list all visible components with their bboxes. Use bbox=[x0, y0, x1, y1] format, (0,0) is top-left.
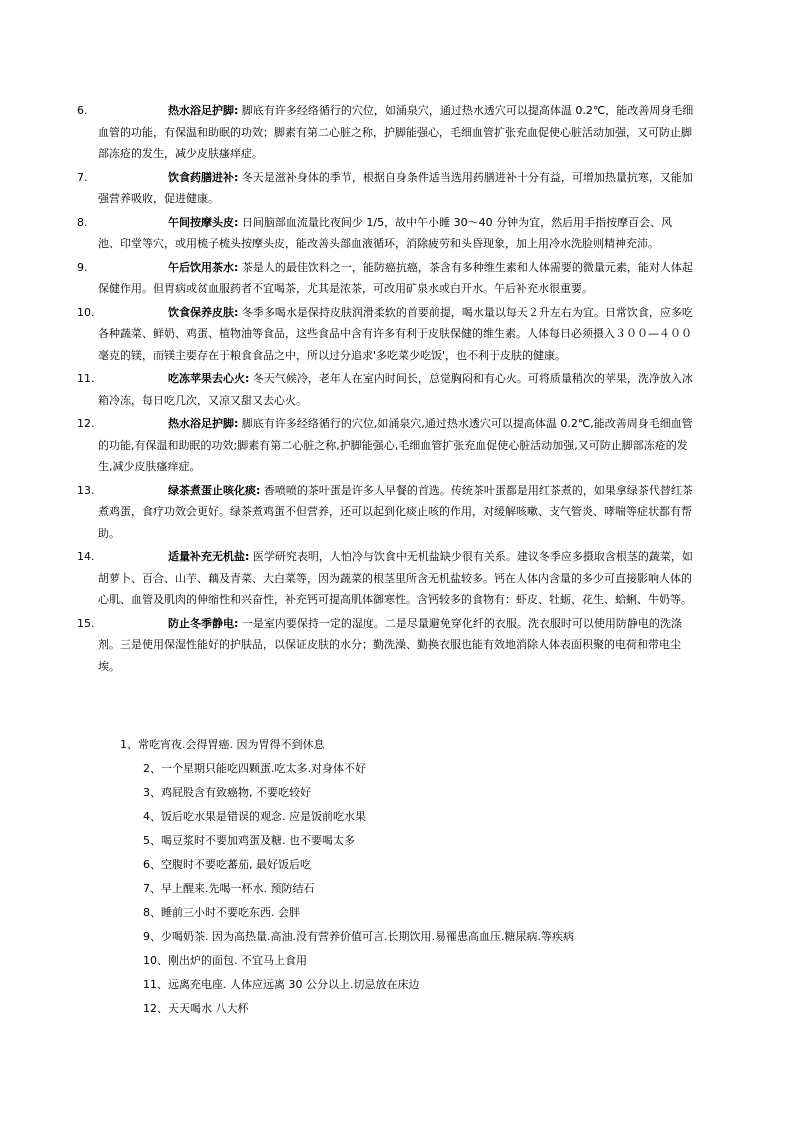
item-paragraph bbox=[98, 212, 694, 255]
item-paragraph bbox=[98, 167, 694, 210]
item-number: 7. bbox=[77, 170, 88, 184]
tip-line: 6、空腹时不要吃蕃茄, 最好饭后吃 bbox=[143, 858, 311, 871]
item-body: 一是室内要保持一定的湿度。二是尽量避免穿化纤的衣服。洗衣服时可以使用防静电的洗涤剂。三是使用保湿性能好的护肤品，以保证皮肤的水分；勤洗澡、勤换衣服也能有效地消除人体表面积聚的电荷和带电尘埃。 bbox=[98, 616, 682, 673]
item-title: 热水浴足护脚: bbox=[168, 417, 239, 430]
item-paragraph bbox=[98, 480, 694, 545]
item-number: 14. bbox=[77, 550, 95, 563]
tip-line: 9、少喝奶茶. 因为高热量.高油.没有营养价值可言.长期饮用.易罹患高血压.糖尿病.等疾病 bbox=[143, 930, 574, 943]
tip-line: 1、常吃宵夜.会得胃癌. 因为胃得不到休息 bbox=[120, 738, 325, 751]
item-number: 8. bbox=[77, 215, 88, 229]
item-number: 13. bbox=[77, 483, 95, 497]
list-item bbox=[0, 613, 794, 678]
tip-line: 2、一个星期只能吃四颗蛋.吃太多.对身体不好 bbox=[143, 762, 366, 775]
item-title: 午后饮用茶水: bbox=[168, 260, 239, 274]
tip-line: 4、饭后吃水果是错误的观念. 应是饭前吃水果 bbox=[143, 810, 366, 823]
list-item bbox=[0, 480, 794, 545]
list-item bbox=[0, 546, 794, 611]
item-title: 吃冻苹果去心火: bbox=[168, 372, 250, 385]
list-item bbox=[0, 212, 794, 255]
item-number: 6. bbox=[77, 104, 88, 117]
tip-line: 12、天天喝水 八大杯 bbox=[143, 1002, 249, 1015]
item-paragraph bbox=[98, 302, 694, 367]
item-paragraph bbox=[98, 100, 694, 165]
item-number: 11. bbox=[77, 372, 95, 385]
list-item bbox=[0, 100, 794, 165]
tip-line: 7、早上醒来.先喝一杯水. 预防结石 bbox=[143, 882, 315, 895]
tip-line: 8、睡前三小时不要吃东西. 会胖 bbox=[143, 906, 300, 919]
tip-line: 3、鸡屁股含有致癌物, 不要吃较好 bbox=[143, 786, 311, 799]
list-item bbox=[0, 167, 794, 210]
item-title: 绿茶煮蛋止咳化痰: bbox=[168, 483, 261, 497]
item-number: 9. bbox=[77, 260, 88, 274]
item-number: 12. bbox=[77, 417, 95, 430]
item-body: 茶是人的最佳饮料之一，能防癌抗癌，茶含有多种维生素和人体需要的微量元素，能对人体起保健作用。但胃病或贫血服药者不宜喝茶，尤其是浓茶，可改用矿泉水或白开水。午后补充水很重要。 bbox=[98, 260, 693, 295]
list-item bbox=[0, 257, 794, 300]
item-paragraph bbox=[98, 546, 694, 611]
item-body: 冬季多喝水是保持皮肤润滑柔软的首要前提，喝水量以每天２升左右为宜。日常饮食，应多吃各种蔬菜、鲜奶、鸡蛋、植物油等食品，这些食品中含有许多有利于皮肤保健的维生素。人体每日必须摄入３００—４００毫克的镁，而镁主要存在于粮食食品之中，所以过分追求'多吃菜少吃饭'，也不利于皮肤的健康。 bbox=[98, 305, 693, 362]
item-body: 香喷喷的茶叶蛋是许多人早餐的首选。传统茶叶蛋都是用红茶煮的，如果拿绿茶代替红茶煮鸡蛋，食疗功效会更好。绿茶煮鸡蛋不但营养，还可以起到化痰止咳的作用，对缓解咳嗽、支气管炎、哮喘等症状都有帮助。 bbox=[98, 483, 693, 540]
item-body: 脚底有许多经络循行的穴位，如涌泉穴，通过热水透穴可以提高体温 0.2℃，能改善周身毛细血管的功能，有保温和助眠的功效；脚素有第二心脏之称，护脚能强心，毛细血管扩张充血促使心脏活动加强，又可防止脚部冻疮的发生，减少皮肤瘙痒症。 bbox=[98, 104, 694, 160]
item-paragraph bbox=[98, 368, 694, 411]
list-item bbox=[0, 368, 794, 411]
item-body: 冬天气候冷，老年人在室内时间长，总觉胸闷和有心火。可将质量稍次的苹果，洗净放入冰箱冷冻，每日吃几次，又凉又甜又去心火。 bbox=[98, 372, 693, 407]
tip-line: 11、远离充电座. 人体应远离 30 公分以上.切忌放在床边 bbox=[143, 978, 420, 991]
item-paragraph bbox=[98, 413, 694, 478]
item-body: 医学研究表明，人怕冷与饮食中无机盐缺少很有关系。建议冬季应多摄取含根茎的蔬菜，如胡萝卜、百合、山芋、藕及青菜、大白菜等，因为蔬菜的根茎里所含无机盐较多。钙在人体内含量的多少可直接影响人体的心肌、血管及肌肉的伸缩性和兴奋性，补充钙可提高肌体御寒性。含钙较多的食物有：虾皮、牡蛎、花生、蛤蜊、牛奶等。 bbox=[98, 550, 693, 606]
item-body: 冬天是滋补身体的季节，根据自身条件适当选用药膳进补十分有益，可增加热量抗寒，又能加强营养吸收，促进健康。 bbox=[98, 170, 693, 205]
item-paragraph bbox=[98, 257, 694, 300]
item-title: 防止冬季静电: bbox=[168, 616, 239, 630]
item-title: 饮食药膳进补: bbox=[168, 170, 239, 184]
item-body: 脚底有许多经络循行的穴位,如涌泉穴,通过热水透穴可以提高体温 0.2℃,能改善周身毛细血管的功能,有保温和助眠的功效;脚素有第二心脏之称,护脚能强心,毛细血管扩张充血促使心脏活动加强,又可防止脚部冻疮的发生,减少皮肤瘙痒症。 bbox=[98, 417, 693, 473]
item-body: 日间脑部血流量比夜间少 1/5，故中午小睡 30～40 分钟为宜，然后用手指按摩百会、风池、印堂等穴，或用梳子梳头按摩头皮，能改善头部血液循环，消除疲劳和头昏现象，加上用冷水洗脸则精神充沛。 bbox=[98, 215, 673, 250]
item-title: 饮食保养皮肤: bbox=[168, 305, 239, 319]
item-title: 热水浴足护脚: bbox=[168, 104, 239, 117]
health-tips-list bbox=[0, 735, 794, 1023]
numbered-health-list bbox=[0, 100, 794, 679]
list-item bbox=[0, 413, 794, 478]
list-item bbox=[0, 302, 794, 367]
item-paragraph bbox=[98, 613, 694, 678]
item-title: 午间按摩头皮: bbox=[168, 215, 239, 229]
item-number: 15. bbox=[77, 616, 95, 630]
tip-line: 10、刚出炉的面包. 不宜马上食用 bbox=[143, 954, 307, 967]
item-title: 适量补充无机盐: bbox=[168, 550, 250, 563]
item-number: 10. bbox=[77, 305, 95, 319]
tip-line: 5、喝豆浆时不要加鸡蛋及糖. 也不要喝太多 bbox=[143, 834, 355, 847]
